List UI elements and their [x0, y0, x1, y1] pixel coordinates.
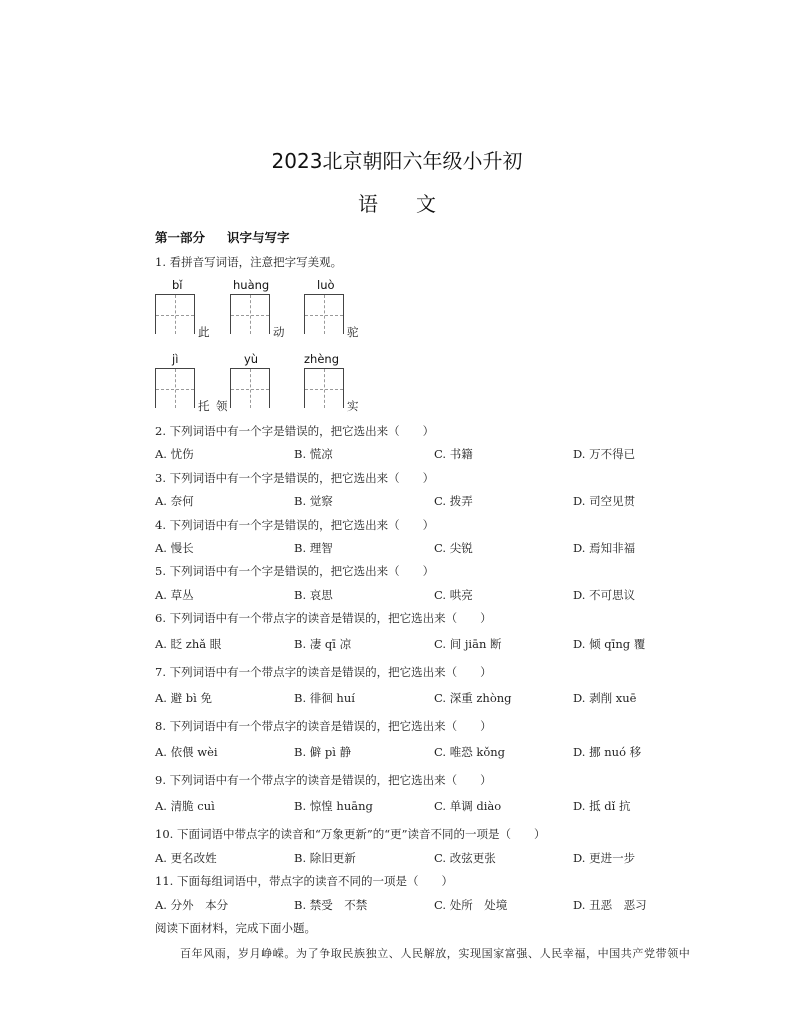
q5-stem: 5. 下列词语中有一个字是错误的，把它选出来（ ） [155, 564, 435, 578]
q1-suffix-3: 驼 [347, 325, 359, 339]
q1-suffix-5: 领 [216, 399, 228, 413]
q6-option-d[interactable]: D. 倾 qīng 覆 [573, 637, 646, 651]
q7-stem: 7. 下列词语中有一个带点字的读音是错误的，把它选出来（ ） [155, 665, 492, 679]
q6-option-c[interactable]: C. 间 jiān 断 [434, 637, 502, 651]
q9-option-d[interactable]: D. 抵 dǐ 抗 [573, 799, 631, 813]
q9-stem: 9. 下列词语中有一个带点字的读音是错误的，把它选出来（ ） [155, 773, 492, 787]
q9-option-c[interactable]: C. 单调 diào [434, 799, 502, 813]
q10-option-a[interactable]: A. 更名改姓 [155, 851, 217, 865]
q4-option-b[interactable]: B. 理智 [294, 541, 333, 555]
reading-paragraph: 百年风雨，岁月峥嵘。为了争取民族独立、人民解放，实现国家富强、人民幸福，中国共产党带领中 [180, 947, 691, 960]
q4-option-a[interactable]: A. 慢长 [155, 541, 194, 555]
q1-suffix-1: 此 [198, 325, 210, 339]
writing-box[interactable] [230, 294, 270, 334]
q11-option-d[interactable]: D. 丑恶 恶习 [573, 898, 647, 912]
q10-option-d[interactable]: D. 更进一步 [573, 851, 636, 865]
q6-option-b[interactable]: B. 凄 qī 凉 [294, 637, 352, 651]
q3-option-a[interactable]: A. 奈何 [155, 494, 194, 508]
q9-option-a[interactable]: A. 清脆 cuì [155, 799, 215, 813]
writing-box[interactable] [155, 294, 195, 334]
q1-suffix-2: 动 [273, 325, 285, 339]
q7-option-b[interactable]: B. 徘徊 huí [294, 691, 355, 705]
q11-option-c[interactable]: C. 处所 处境 [434, 898, 508, 912]
q5-option-c[interactable]: C. 哄亮 [434, 588, 473, 602]
q1-suffix-4: 托 [198, 399, 210, 413]
q2-stem: 2. 下列词语中有一个字是错误的，把它选出来（ ） [155, 424, 435, 438]
q4-stem: 4. 下列词语中有一个字是错误的，把它选出来（ ） [155, 518, 435, 532]
page-title: 2023北京朝阳六年级小升初 [271, 149, 523, 173]
section-heading: 第一部分 识字与写字 [155, 230, 290, 245]
q8-option-d[interactable]: D. 挪 nuó 移 [573, 745, 642, 759]
q2-option-c[interactable]: C. 书籍 [434, 447, 473, 461]
q10-option-b[interactable]: B. 除旧更新 [294, 851, 356, 865]
q5-option-a[interactable]: A. 草丛 [155, 588, 194, 602]
subject-title: 语文 [358, 192, 474, 216]
q1-suffix-6: 实 [347, 399, 359, 413]
q5-option-b[interactable]: B. 哀思 [294, 588, 333, 602]
writing-box[interactable] [230, 368, 270, 408]
q5-option-d[interactable]: D. 不可思议 [573, 588, 636, 602]
q1-pinyin-4: jì [172, 352, 179, 366]
q11-option-a[interactable]: A. 分外 本分 [155, 898, 229, 912]
q1-pinyin-1: bǐ [172, 278, 183, 292]
q10-option-c[interactable]: C. 改弦更张 [434, 851, 496, 865]
q3-stem: 3. 下列词语中有一个字是错误的，把它选出来（ ） [155, 471, 435, 485]
q6-stem: 6. 下列词语中有一个带点字的读音是错误的，把它选出来（ ） [155, 611, 492, 625]
q10-stem: 10. 下面词语中带点字的读音和“万象更新”的“更”读音不同的一项是（ ） [155, 827, 546, 841]
writing-box[interactable] [304, 368, 344, 408]
q7-option-a[interactable]: A. 避 bì 免 [155, 691, 212, 705]
q11-stem: 11. 下面每组词语中，带点字的读音不同的一项是（ ） [155, 874, 453, 888]
q9-option-b[interactable]: B. 惊惶 huāng [294, 799, 373, 813]
q4-option-c[interactable]: C. 尖锐 [434, 541, 473, 555]
q11-option-b[interactable]: B. 禁受 不禁 [294, 898, 368, 912]
q2-option-a[interactable]: A. 忧伤 [155, 447, 194, 461]
q7-option-d[interactable]: D. 剥削 xuē [573, 691, 637, 705]
writing-box[interactable] [155, 368, 195, 408]
q4-option-d[interactable]: D. 焉知非福 [573, 541, 636, 555]
q2-option-b[interactable]: B. 慌凉 [294, 447, 333, 461]
q1-pinyin-6: zhèng [304, 352, 339, 366]
q8-option-b[interactable]: B. 僻 pì 静 [294, 745, 352, 759]
q6-option-a[interactable]: A. 眨 zhǎ 眼 [155, 637, 222, 651]
q8-option-a[interactable]: A. 依偎 wèi [155, 745, 218, 759]
q8-stem: 8. 下列词语中有一个带点字的读音是错误的，把它选出来（ ） [155, 719, 492, 733]
q7-option-c[interactable]: C. 深重 zhòng [434, 691, 512, 705]
q1-prompt: 1. 看拼音写词语，注意把字写美观。 [155, 255, 343, 269]
q3-option-d[interactable]: D. 司空见贯 [573, 494, 636, 508]
q3-option-b[interactable]: B. 觉察 [294, 494, 333, 508]
q1-pinyin-3: luò [317, 278, 335, 292]
q1-pinyin-5: yù [244, 352, 259, 366]
reading-intro: 阅读下面材料，完成下面小题。 [155, 921, 316, 935]
q3-option-c[interactable]: C. 拨弄 [434, 494, 473, 508]
writing-box[interactable] [304, 294, 344, 334]
q2-option-d[interactable]: D. 万不得已 [573, 447, 636, 461]
q8-option-c[interactable]: C. 唯恐 kǒng [434, 745, 506, 759]
q1-pinyin-2: huàng [233, 278, 270, 292]
